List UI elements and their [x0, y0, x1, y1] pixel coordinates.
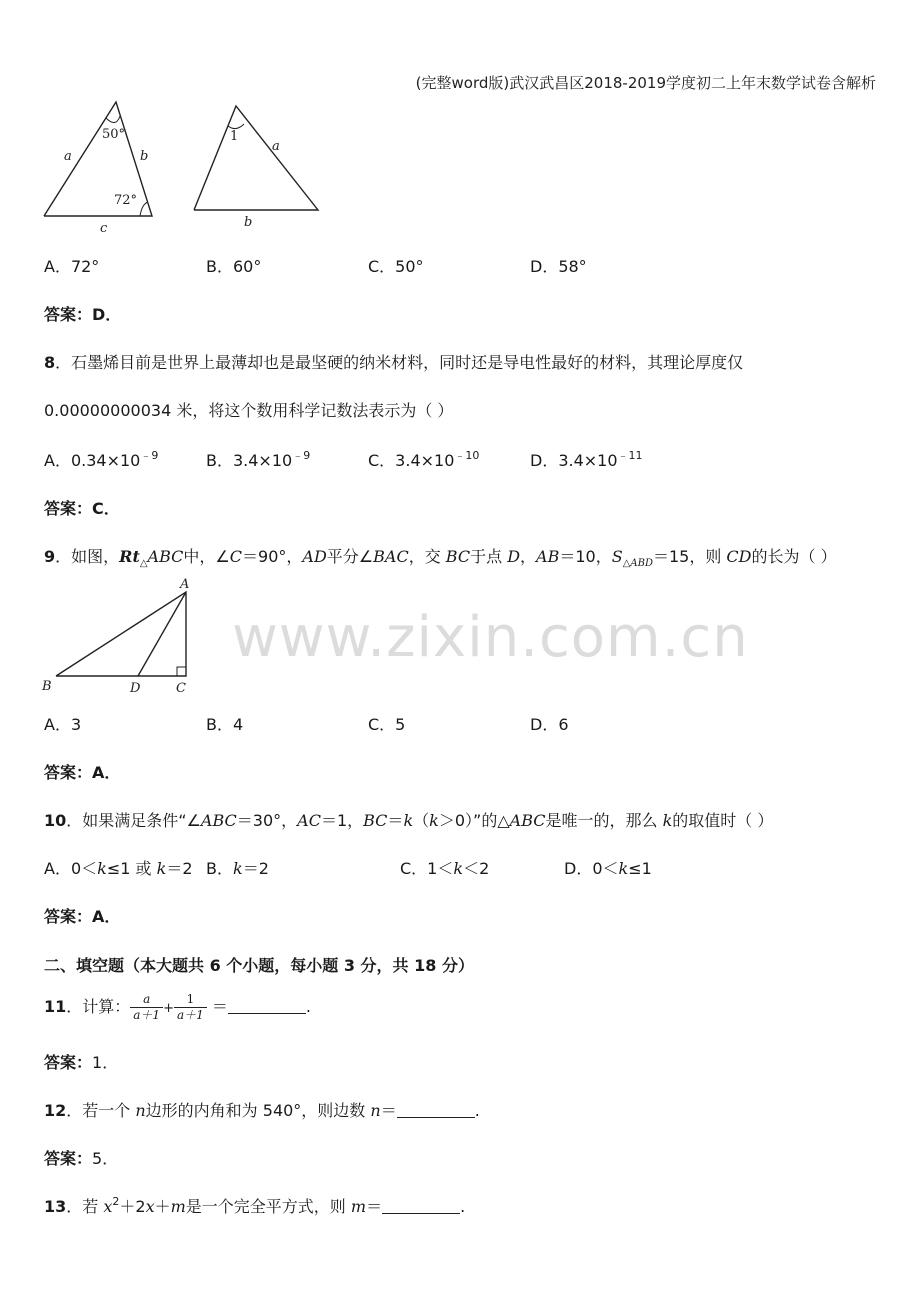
q10-text-6: ＞0）”的△	[438, 811, 510, 830]
q9-answer	[44, 760, 120, 783]
q9-text-7: ，	[520, 547, 537, 566]
q10-k3: k	[662, 811, 673, 830]
q8-option-c-text: C．3.4×10	[368, 451, 455, 470]
q8-option-a	[44, 447, 158, 471]
q10-option-c-2: ＜2	[463, 859, 490, 878]
q10-answer-value: A．	[92, 907, 121, 926]
q10-k2: k	[429, 811, 439, 830]
q10-option-d	[564, 856, 652, 879]
q11-stem	[44, 992, 311, 1023]
q13-text-4: 是一个完全平方式，则	[185, 1197, 351, 1216]
q7-option-b: B．60°	[206, 257, 262, 276]
q8-text-1: ．石墨烯目前是世界上最薄却也是最坚硬的纳米材料，同时还是导电性最好的材料，其理论厚度仅	[55, 353, 744, 372]
q10-option-a-1: A．0＜	[44, 859, 98, 878]
q9-ab: AB	[536, 547, 560, 566]
q7-option-a: A．72°	[44, 257, 100, 276]
q8-option-b-exp: ﹣9	[292, 449, 311, 462]
q10-text-4: ＝	[387, 811, 404, 830]
q10-option-b-1: B．	[206, 859, 233, 878]
q9-rt: Rt	[119, 547, 140, 566]
q10-ac: AC	[297, 811, 321, 830]
q10-bc: BC	[363, 811, 388, 830]
q9-stem	[44, 544, 837, 569]
q10-k1: k	[403, 811, 414, 830]
q13-number: 13	[44, 1197, 67, 1216]
q7-answer	[44, 302, 121, 325]
q9-s: S	[611, 547, 623, 566]
q9-text-8: ＝10，	[559, 547, 612, 566]
q10-text-5: （	[413, 811, 430, 830]
q13-blank[interactable]	[382, 1199, 460, 1214]
q12-answer-value: 5．	[92, 1149, 119, 1168]
q10-option-b-k: k	[232, 859, 243, 878]
q10-number: 10	[44, 811, 67, 830]
q13-stem	[44, 1194, 465, 1217]
q13-text-3: ＋	[154, 1197, 171, 1216]
q12-text-1: ．若一个	[66, 1101, 136, 1120]
q12-number: 12	[44, 1101, 67, 1120]
q9-fig-a: A	[180, 577, 190, 592]
q12-answer	[44, 1146, 118, 1169]
q9-number: 9	[44, 547, 56, 566]
q7-left-angle-top: 50°	[102, 127, 126, 142]
q9-tri: △	[139, 558, 148, 569]
q7-right-label-b: b	[244, 215, 253, 230]
q10-option-b-2: ＝2	[242, 859, 269, 878]
q11-blank[interactable]	[228, 999, 306, 1014]
q12-end: .	[474, 1101, 480, 1120]
q12-n2: n	[370, 1101, 381, 1120]
q10-answer	[44, 904, 120, 927]
q8-option-a-exp: ﹣9	[140, 449, 159, 462]
page-header: (完整word版)武汉武昌区2018-2019学度初二上年末数学试卷含解析	[415, 74, 876, 92]
q8-option-d-exp: ﹣11	[617, 449, 643, 462]
q9-c: C	[229, 547, 243, 566]
q11-fraction-1-den: a＋1	[133, 1008, 161, 1022]
q11-end: .	[305, 997, 311, 1016]
q9-answer-value: A．	[92, 763, 121, 782]
q9-fig-b: B	[42, 679, 52, 694]
q10-text-8: 的取值时（ ）	[672, 811, 774, 830]
q7-left-label-b: b	[140, 149, 149, 164]
q9-answer-label: 答案：	[44, 763, 93, 782]
q8-stem-line1	[44, 350, 743, 373]
q10-option-c-k: k	[453, 859, 464, 878]
q9-ad: AD	[302, 547, 327, 566]
q9-abc: ABC	[147, 547, 184, 566]
q7-right-label-a: a	[272, 139, 280, 154]
q8-option-b	[206, 447, 310, 471]
q13-text-1: ．若	[66, 1197, 104, 1216]
q10-text-2: ＝30°，	[236, 811, 298, 830]
q11-fraction-2-den: a＋1	[176, 1008, 204, 1022]
q13-x2: x	[145, 1197, 155, 1216]
q9-text-9: ＝15，则	[652, 547, 727, 566]
q7-option-d: D．58°	[530, 257, 587, 276]
q9-text-1: ．如图，	[55, 547, 120, 566]
q8-option-c-exp: ﹣10	[454, 449, 480, 462]
q7-figure-left	[40, 98, 160, 242]
q11-fraction-2	[174, 992, 207, 1023]
q9-cd: CD	[726, 547, 752, 566]
q10-option-a	[44, 856, 193, 879]
q11-fraction-1-num: a	[130, 992, 163, 1008]
q9-option-d: D．6	[530, 715, 569, 734]
q11-answer	[44, 1050, 118, 1073]
q9-fig-c: C	[176, 681, 186, 696]
q7-option-c: C．50°	[368, 257, 424, 276]
q10-option-b	[206, 856, 269, 879]
q9-text-3: ＝90°，	[242, 547, 303, 566]
q12-text-3: ＝	[380, 1101, 397, 1120]
q13-m2: m	[350, 1197, 367, 1216]
q9-option-b: B．4	[206, 715, 244, 734]
q11-answer-value: 1．	[92, 1053, 119, 1072]
q10-abc2: ABC	[509, 811, 546, 830]
q12-n1: n	[135, 1101, 146, 1120]
q10-option-d-k: k	[618, 859, 629, 878]
q11-plus: +	[163, 1001, 174, 1016]
q10-text-3: ＝1，	[320, 811, 364, 830]
q9-option-c: C．5	[368, 715, 406, 734]
q9-figure	[40, 576, 200, 705]
q9-option-a: A．3	[44, 715, 82, 734]
q10-option-a-k2: k	[156, 859, 167, 878]
q10-option-c-1: C．1＜	[400, 859, 454, 878]
q9-text-4: 平分∠	[326, 547, 374, 566]
q8-option-d	[530, 447, 643, 471]
q12-text-2: 边形的内角和为 540°，则边数	[145, 1101, 371, 1120]
q9-bc: BC	[445, 547, 471, 566]
q8-number: 8	[44, 353, 56, 372]
q9-text-6: 于点	[470, 547, 508, 566]
q8-answer	[44, 496, 120, 519]
q13-m1: m	[170, 1197, 186, 1216]
q9-text-2: 中，∠	[183, 547, 230, 566]
q7-right-label-1: 1	[230, 129, 239, 144]
q10-text-7: 是唯一的，那么	[545, 811, 663, 830]
q10-abc: ABC	[200, 811, 237, 830]
q8-answer-value: C．	[92, 499, 120, 518]
q8-stem-line2: 0.00000000034 米，将这个数用科学记数法表示为（ ）	[44, 401, 454, 420]
q7-answer-label: 答案：	[44, 305, 93, 324]
q10-answer-label: 答案：	[44, 907, 93, 926]
q9-text-10: 的长为（ ）	[751, 547, 837, 566]
q9-s-sub: △ABD	[622, 558, 653, 569]
q13-text-5: ＝	[366, 1197, 383, 1216]
q11-fraction-1	[130, 992, 163, 1023]
q8-option-a-text: A．0.34×10	[44, 451, 141, 470]
q12-blank[interactable]	[397, 1103, 475, 1118]
watermark: www.zixin.com.cn	[232, 605, 749, 670]
q11-eq: ＝	[211, 997, 228, 1016]
q9-fig-d: D	[130, 681, 141, 696]
q7-left-label-c: c	[100, 221, 108, 236]
q10-option-a-k1: k	[97, 859, 107, 878]
q8-option-c	[368, 447, 479, 471]
section-2-title: 二、填空题（本大题共 6 个小题，每小题 3 分，共 18 分）	[44, 956, 474, 975]
q11-fraction-2-num: 1	[174, 992, 207, 1008]
q12-answer-label: 答案：	[44, 1149, 93, 1168]
q8-answer-label: 答案：	[44, 499, 93, 518]
q13-x1: x	[103, 1197, 113, 1216]
q10-text-1: ．如果满足条件“∠	[66, 811, 201, 830]
q13-end: .	[460, 1197, 466, 1216]
q13-exp: 2	[112, 1195, 120, 1208]
q12-stem	[44, 1098, 480, 1121]
q11-number: 11	[44, 997, 67, 1016]
q10-option-d-1: D．0＜	[564, 859, 619, 878]
q11-text-1: ．计算：	[66, 997, 131, 1016]
q13-text-2: ＋2	[119, 1197, 146, 1216]
q11-answer-label: 答案：	[44, 1053, 93, 1072]
q10-option-c	[400, 856, 489, 879]
q8-option-d-text: D．3.4×10	[530, 451, 618, 470]
q10-option-a-2: ≤1 或	[106, 859, 157, 878]
q9-d: D	[507, 547, 521, 566]
q7-left-angle-right: 72°	[114, 193, 138, 208]
q10-option-d-2: ≤1	[628, 859, 652, 878]
q7-left-label-a: a	[64, 149, 72, 164]
q9-bac: BAC	[373, 547, 409, 566]
q10-option-a-3: ＝2	[166, 859, 193, 878]
q7-figure-right	[190, 100, 330, 239]
q8-option-b-text: B．3.4×10	[206, 451, 293, 470]
q7-answer-value: D．	[92, 305, 122, 324]
q10-stem	[44, 808, 773, 831]
q9-text-5: ，交	[408, 547, 446, 566]
